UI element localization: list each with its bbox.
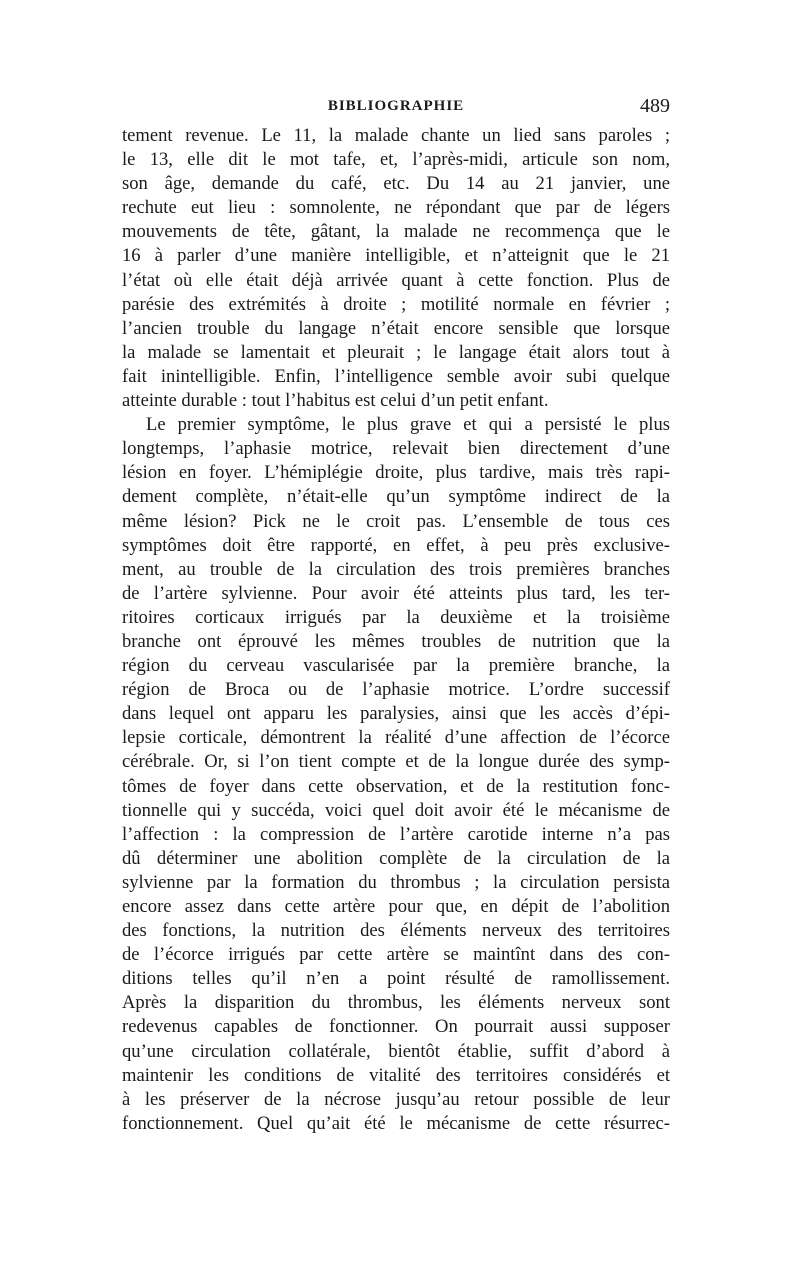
text-line: même lésion? Pick ne le croit pas. L’ensemble de tous ces [122,510,670,532]
text-line: sylvienne par la formation du thrombus ; la circulation persista [122,871,670,893]
text-line: ment, au trouble de la circulation des trois premières branches [122,558,670,580]
text-line: atteinte durable : tout l’habitus est celui d’un petit enfant. [122,390,549,412]
text-line: dement complète, n’était-elle qu’un symptôme indirect de la [122,486,670,508]
text-line: branche ont éprouvé les mêmes troubles de nutrition que la [122,630,670,652]
text-line: Le premier symptôme, le plus grave et qui a persisté le plus [146,414,670,436]
text-line: Après la disparition du thrombus, les éléments nerveux sont [122,992,670,1014]
text-line: la malade se lamentait et pleurait ; le langage était alors tout à [122,341,670,363]
text-line: son âge, demande du café, etc. Du 14 au 21 janvier, une [122,173,670,195]
text-line: des fonctions, la nutrition des éléments nerveux des territoires [122,920,670,942]
text-line: région du cerveau vascularisée par la première branche, la [122,655,670,677]
text-line: parésie des extrémités à droite ; motilité normale en février ; [122,293,670,315]
text-line: l’état où elle était déjà arrivée quant à cette fonction. Plus de [122,269,670,291]
page-number: 489 [640,95,670,117]
text-line: maintenir les conditions de vitalité des territoires considérés et [122,1064,670,1086]
text-line: l’affection : la compression de l’artère carotide interne n’a pas [122,823,670,845]
text-line: cérébrale. Or, si l’on tient compte et de la longue durée des symp- [122,751,670,773]
running-head [122,93,670,119]
text-line: de l’artère sylvienne. Pour avoir été atteints plus tard, les ter- [122,582,670,604]
text-line: fait inintelligible. Enfin, l’intelligence semble avoir subi quelque [122,365,670,387]
text-line: ritoires corticaux irrigués par la deuxième et la troisième [122,606,670,628]
text-line: symptômes doit être rapporté, en effet, à peu près exclusive- [122,534,670,556]
page-header-title: BIBLIOGRAPHIE [327,98,465,114]
text-line: qu’une circulation collatérale, bientôt établie, suffit d’abord à [122,1040,670,1062]
text-line: région de Broca ou de l’aphasie motrice. L’ordre successif [122,679,670,701]
text-line: 16 à parler d’une manière intelligible, et n’atteignit que le 21 [122,245,670,267]
text-line: tionnelle qui y succéda, voici quel doit avoir été le mécanisme de [122,799,670,821]
text-line: ditions telles qu’il n’en a point résulté de ramollissement. [122,968,670,990]
text-line: rechute eut lieu : somnolente, ne répondant que par de légers [122,197,670,219]
text-line: redevenus capables de fonctionner. On pourrait aussi supposer [122,1016,670,1038]
text-line: à les préserver de la nécrose jusqu’au retour possible de leur [122,1088,670,1110]
text-line: de l’écorce irrigués par cette artère se maintînt dans des con- [122,944,670,966]
text-line: lepsie corticale, démontrent la réalité d’une affection de l’écorce [122,727,670,749]
text-line: le 13, elle dit le mot tafe, et, l’après-midi, articule son nom, [122,149,670,171]
text-line: encore assez dans cette artère pour que, en dépit de l’abolition [122,896,670,917]
text-line: tômes de foyer dans cette observation, et de la restitution fonc- [122,775,670,797]
text-line: l’ancien trouble du langage n’était encore sensible que lorsque [122,317,670,339]
text-line: fonctionnement. Quel qu’ait été le mécanisme de cette résurrec- [122,1112,670,1134]
text-line: lésion en foyer. L’hémiplégie droite, plus tardive, mais très rapi- [122,462,670,484]
text-line: longtemps, l’aphasie motrice, relevait bien directement d’une [122,438,670,460]
text-line: dû déterminer une abolition complète de la circulation de la [122,847,670,869]
text-line: tement revenue. Le 11, la malade chante un lied sans paroles ; [122,125,670,146]
text-line: mouvements de tête, gâtant, la malade ne recommença que le [122,221,670,243]
text-line: dans lequel ont apparu les paralysies, ainsi que les accès d’épi- [122,703,670,725]
body-text [122,124,670,1136]
